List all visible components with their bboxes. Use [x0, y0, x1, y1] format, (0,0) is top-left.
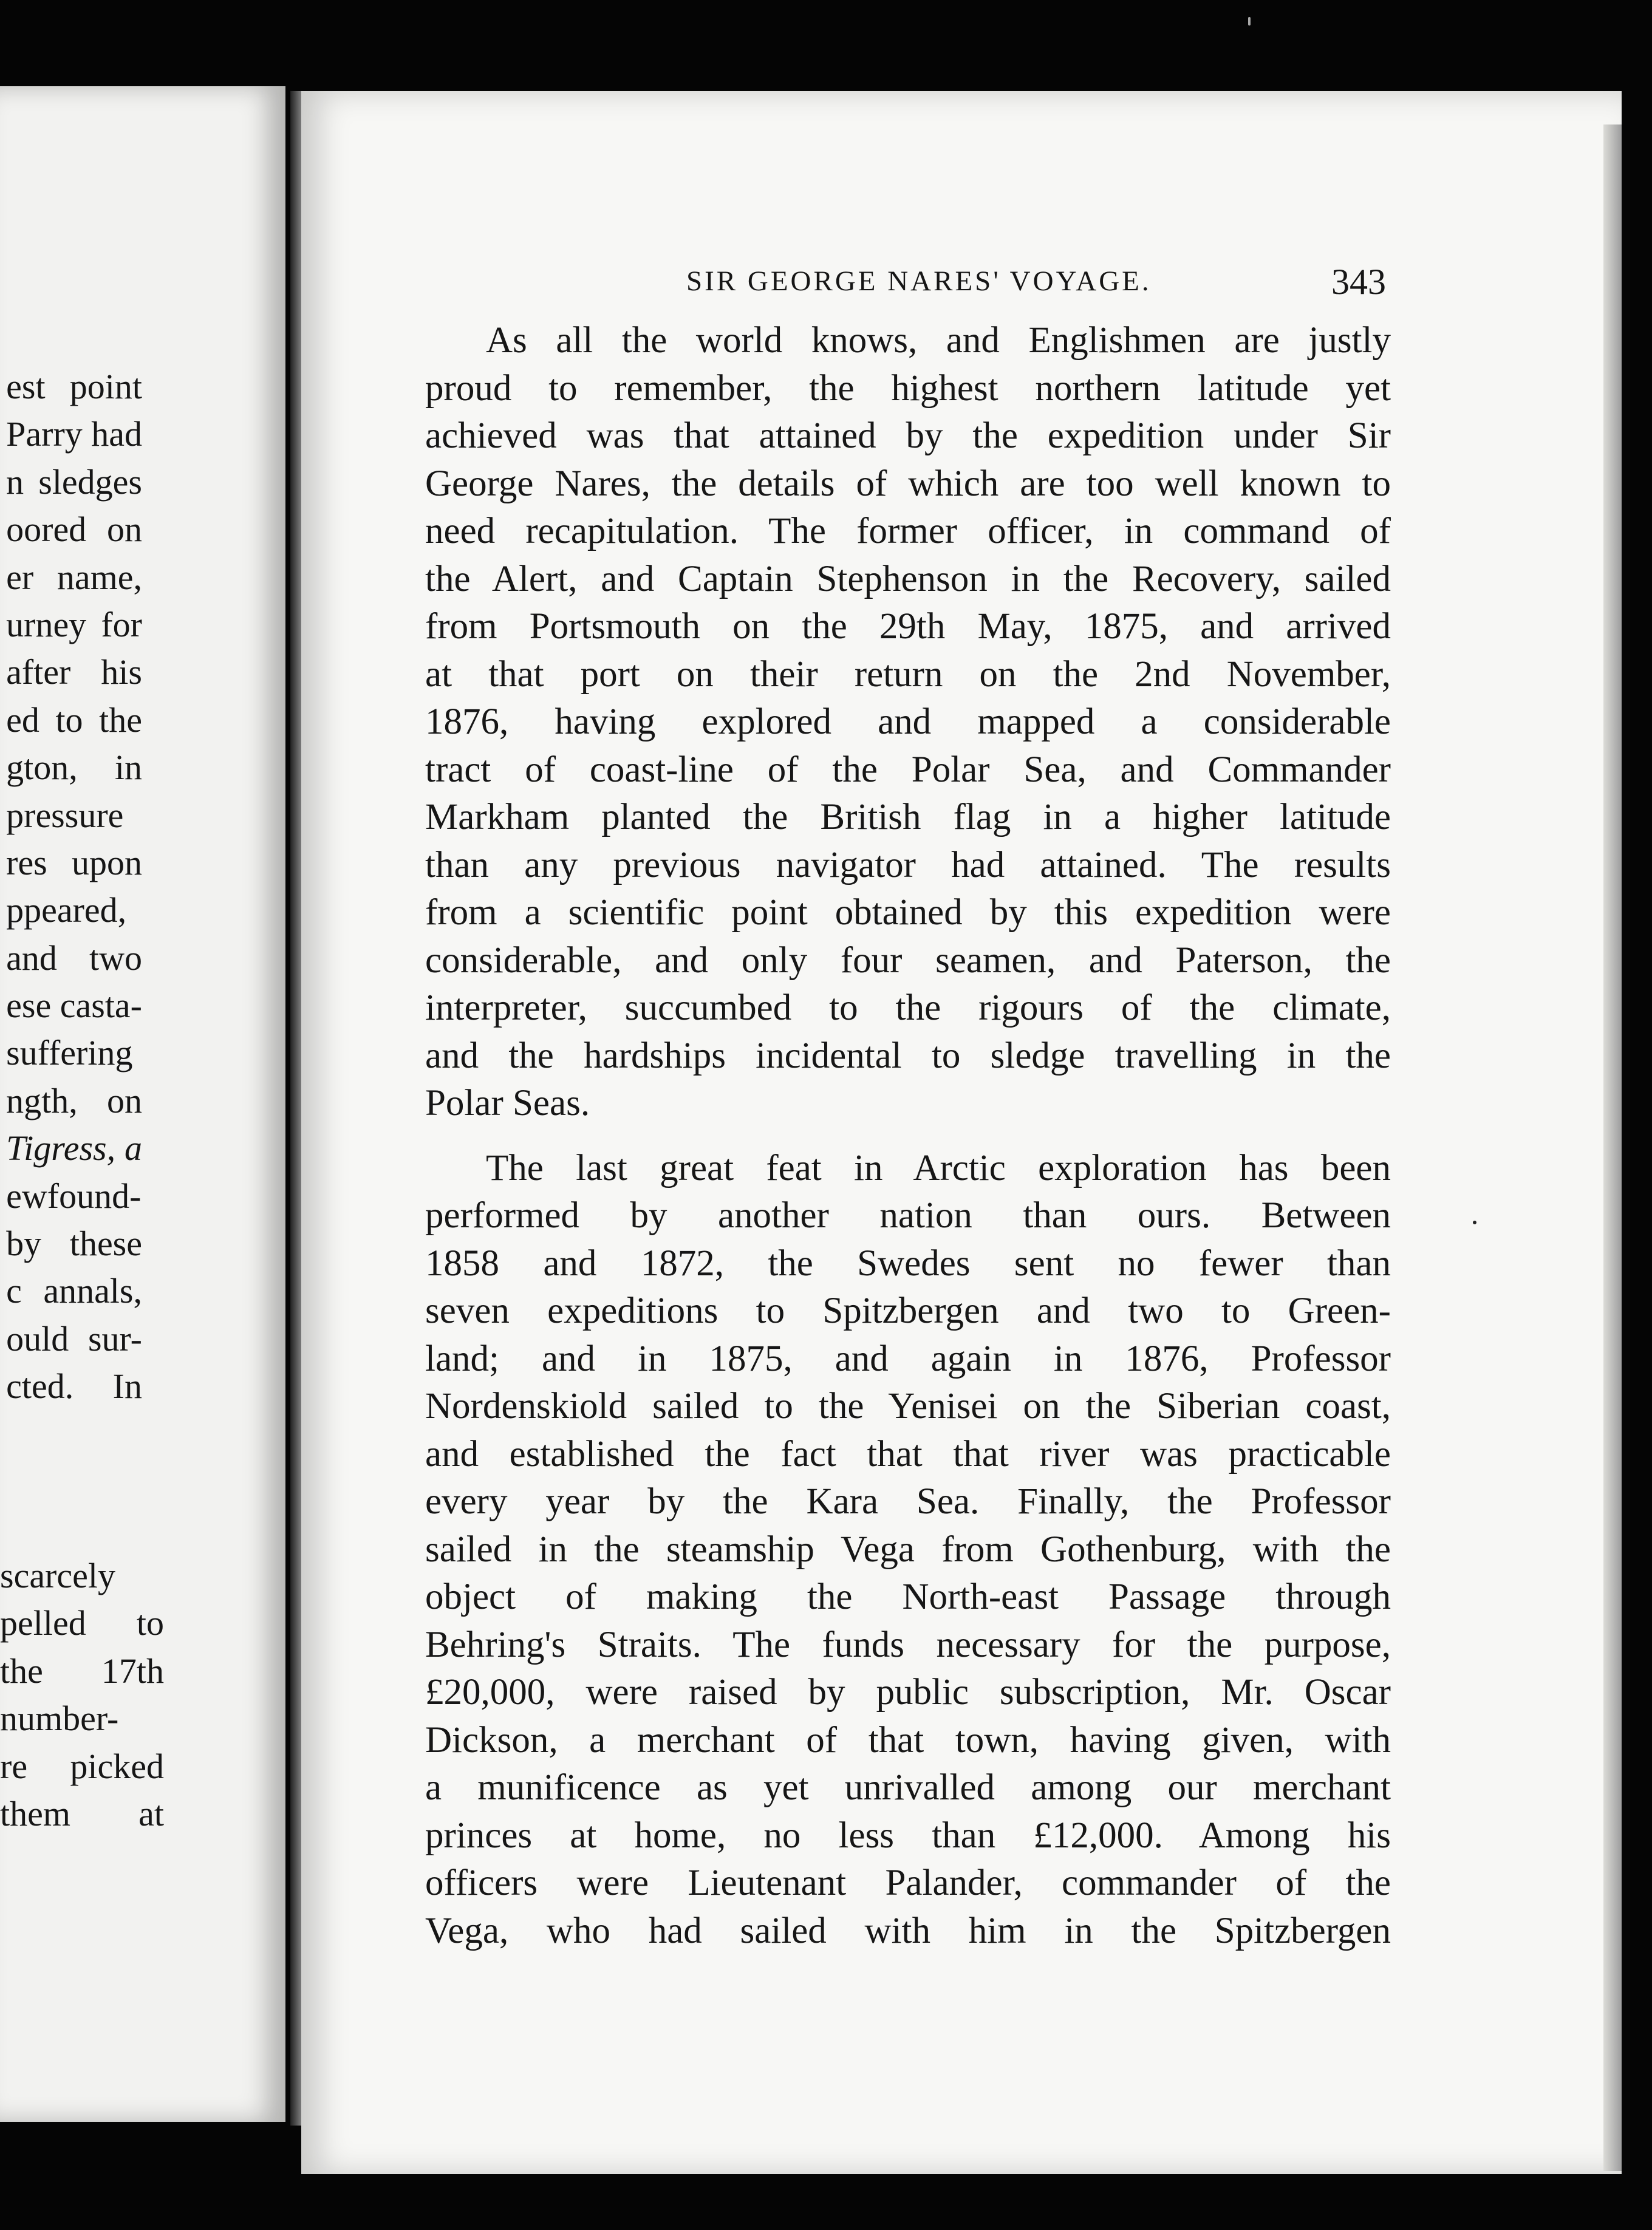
left-line: cted. In — [6, 1366, 142, 1407]
text-line: tract of coast-line of the Polar Sea, and Commander — [425, 749, 1391, 790]
text-line: Nordenskiold sailed to the Yenisei on the Siberian coast, — [425, 1386, 1391, 1427]
left-line: Tigress, a — [6, 1128, 142, 1168]
left-line: gton, in — [6, 748, 142, 788]
text-line: seven expeditions to Spitzbergen and two to Green- — [425, 1291, 1391, 1331]
paragraph-gap — [425, 1128, 1391, 1145]
page-number: 343 — [1331, 262, 1386, 302]
body-text — [425, 317, 1391, 1955]
scan-speck — [1473, 1221, 1476, 1224]
text-line: considerable, and only four seamen, and Paterson, the — [425, 939, 1391, 981]
text-line: object of making the North-east Passage through — [425, 1577, 1391, 1617]
text-line: 1858 and 1872, the Swedes sent no fewer than — [425, 1243, 1391, 1284]
left-line: c annals, — [6, 1271, 142, 1311]
text-line: and the hardships incidental to sledge travelling in the — [425, 1035, 1391, 1076]
text-line: need recapitulation. The former officer, in command of — [425, 511, 1391, 551]
paragraph — [425, 317, 1391, 1128]
left-line: them at — [0, 1793, 164, 1833]
text-line: The last great feat in Arctic exploration has been — [486, 1147, 1391, 1188]
left-page-text-bottom — [0, 1552, 164, 1838]
page-edge — [1603, 124, 1622, 2171]
left-line: ed to the — [6, 700, 142, 740]
text-line: Behring's Straits. The funds necessary for the purpose, — [425, 1624, 1391, 1665]
text-line: interpreter, succumbed to the rigours of the climate, — [425, 987, 1391, 1028]
left-line: ngth, on — [6, 1080, 142, 1120]
text-line: at that port on their return on the 2nd November, — [425, 653, 1391, 695]
text-line: As all the world knows, and Englishmen are justly — [486, 320, 1391, 361]
text-line: every year by the Kara Sea. Finally, the Professor — [425, 1481, 1391, 1522]
text-line: Polar Seas. — [425, 1083, 590, 1124]
scan-speck — [1248, 17, 1251, 26]
text-line: 1876, having explored and mapped a considerable — [425, 701, 1391, 742]
left-line: the 17th — [0, 1651, 164, 1691]
left-line: and two — [6, 938, 142, 978]
left-line: urney for — [6, 604, 142, 644]
text-line: from Portsmouth on the 29th May, 1875, and arrived — [425, 606, 1391, 647]
left-line: ese casta- — [6, 986, 142, 1026]
left-line: number- — [0, 1699, 119, 1739]
text-line: than any previous navigator had attained. The results — [425, 844, 1391, 885]
text-line: proud to remember, the highest northern latitude yet — [425, 367, 1391, 409]
text-line: Vega, who had sailed with him in the Spitzbergen — [425, 1910, 1391, 1951]
text-line: land; and in 1875, and again in 1876, Professor — [425, 1338, 1391, 1379]
left-line: after his — [6, 652, 142, 692]
left-line: ould sur- — [6, 1318, 142, 1359]
text-line: George Nares, the details of which are too well known to — [425, 463, 1391, 504]
text-line: achieved was that attained by the expedition under Sir — [425, 415, 1391, 456]
text-line: sailed in the steamship Vega from Gothenburg, with the — [425, 1529, 1391, 1570]
text-line: performed by another nation than ours. Between — [425, 1195, 1391, 1236]
text-line: Dickson, a merchant of that town, having given, with — [425, 1719, 1391, 1761]
left-line: est point — [6, 367, 142, 406]
left-line: er name, — [6, 557, 142, 597]
text-line: from a scientific point obtained by this expedition were — [425, 892, 1391, 933]
text-line: and established the fact that that river was practicable — [425, 1433, 1391, 1475]
left-line: suffering — [6, 1033, 133, 1073]
left-line: by these — [6, 1224, 142, 1264]
left-line: n sledges — [6, 462, 142, 502]
text-line: £20,000, were raised by public subscription, Mr. Oscar — [425, 1672, 1391, 1713]
text-line: Markham planted the British flag in a higher latitude — [425, 797, 1391, 837]
left-line: re picked — [0, 1746, 164, 1786]
left-line: ppeared, — [6, 890, 127, 930]
left-line: pelled to — [0, 1603, 164, 1643]
left-line: Parry had — [6, 414, 142, 454]
left-line: scarcely — [0, 1556, 115, 1595]
running-head: SIR GEORGE NARES' VOYAGE. — [686, 265, 1152, 297]
left-line: pressure — [6, 795, 124, 835]
text-line: the Alert, and Captain Stephenson in the Recovery, sailed — [425, 558, 1391, 599]
text-line: officers were Lieutenant Palander, commander of the — [425, 1863, 1391, 1903]
text-line: a munificence as yet unrivalled among our merchant — [425, 1767, 1391, 1808]
left-line: oored on — [6, 510, 142, 550]
left-line: res upon — [6, 842, 142, 882]
text-line: princes at home, no less than £12,000. Among his — [425, 1815, 1391, 1856]
paragraph — [425, 1145, 1391, 1956]
left-line: ewfound- — [6, 1176, 142, 1216]
